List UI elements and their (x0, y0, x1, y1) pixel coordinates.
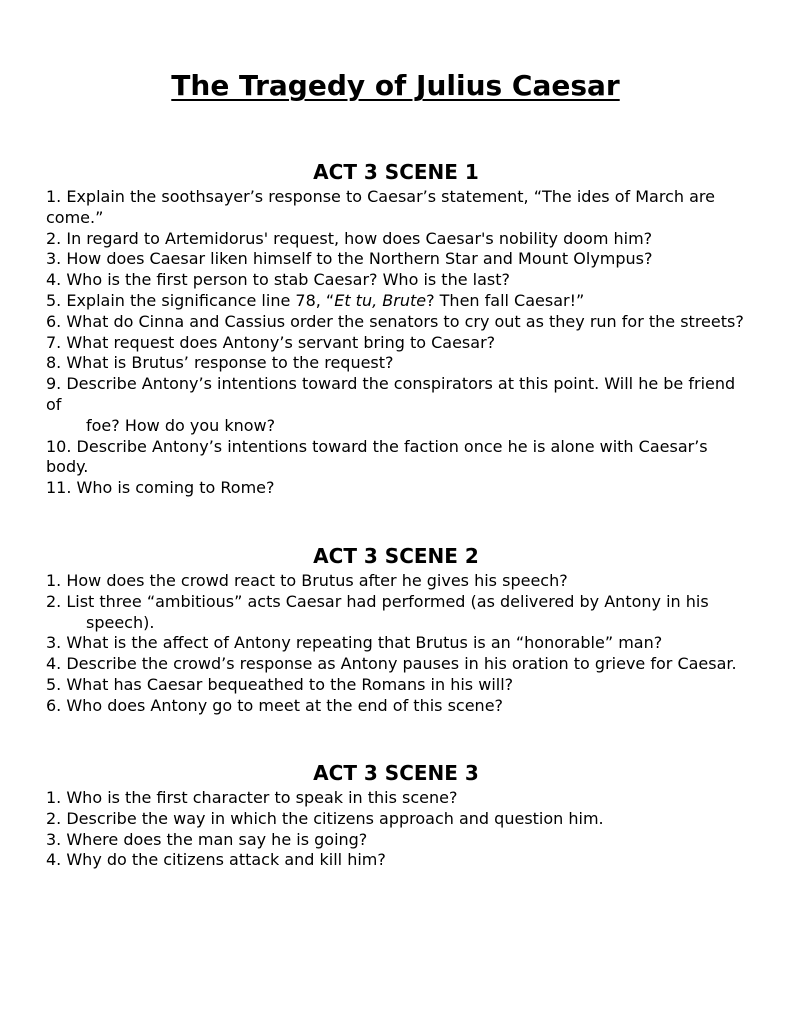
scene3-question-1: 1. Who is the first character to speak in this scene? (46, 788, 458, 807)
scene2-question-1: 1. How does the crowd react to Brutus after he gives his speech? (46, 571, 568, 590)
scene3-question-4: 4. Why do the citizens attack and kill him? (46, 850, 386, 870)
scene2-question-2-line2: speech). (86, 612, 155, 632)
scene3-question-2: 2. Describe the way in which the citizens approach and question him. (46, 808, 604, 828)
scene3-question-3: 3. Where does the man say he is going? (46, 829, 368, 849)
scene2-question-4: 4. Describe the crowd’s response as Antony pauses in his oration to grieve for Caesar. (46, 654, 737, 674)
scene1-question-7: 7. What request does Antony’s servant bring to Caesar? (46, 332, 496, 352)
scene1-question-9-line2: foe? How do you know? (86, 415, 276, 435)
scene1-question-8: 8. What is Brutus’ response to the request? (46, 353, 394, 373)
scene2-question-2-line1: 2. List three “ambitious” acts Caesar had performed (as delivered by Antony in his (46, 591, 709, 611)
scene1-question-9-line1: 9. Describe Antony’s intentions toward the conspirators at this point. Will he be friend of (46, 374, 736, 414)
scene2-question-3: 3. What is the affect of Antony repeating that Brutus is an “honorable” man? (46, 633, 663, 653)
page-title: The Tragedy of Julius Caesar (171, 69, 620, 102)
scene1-question-5-text-a: 5. Explain the significance line 78, “ (46, 290, 335, 310)
scene1-question-9 (46, 374, 746, 436)
scene1-question-1: 1. Explain the soothsayer’s response to Caesar’s statement, “The ides of March are come.” (46, 187, 715, 227)
scene3-heading: ACT 3 SCENE 3 (313, 761, 479, 785)
scene1-question-4: 4. Who is the first person to stab Caesar? Who is the last? (46, 270, 510, 290)
scene2-question-6: 6. Who does Antony go to meet at the end of this scene? (46, 695, 504, 715)
scene2-heading: ACT 3 SCENE 2 (313, 544, 479, 568)
scene1-question-10: 10. Describe Antony’s intentions toward the faction once he is alone with Caesar’s body. (46, 436, 708, 477)
scene1-question-2: 2. In regard to Artemidorus' request, how does Caesar's nobility doom him? (46, 228, 653, 248)
act3-scene3-section (46, 760, 746, 871)
scene1-heading: ACT 3 SCENE 1 (313, 160, 479, 184)
scene1-question-11: 11. Who is coming to Rome? (46, 478, 275, 498)
scene1-question-6: 6. What do Cinna and Cassius order the senators to cry out as they run for the streets? (46, 311, 744, 331)
act3-scene2-section (46, 543, 746, 717)
scene1-question-5 (46, 291, 746, 312)
scene2-question-2 (46, 592, 746, 634)
scene1-question-3: 3. How does Caesar liken himself to the Northern Star and Mount Olympus? (46, 249, 653, 269)
scene1-question-5-text-b: ? Then fall Caesar!” (426, 290, 585, 310)
scene1-question-5-quote: Et tu, Brute (334, 290, 427, 310)
act3-scene1-section (46, 159, 746, 499)
scene2-question-5: 5. What has Caesar bequeathed to the Romans in his will? (46, 674, 514, 694)
